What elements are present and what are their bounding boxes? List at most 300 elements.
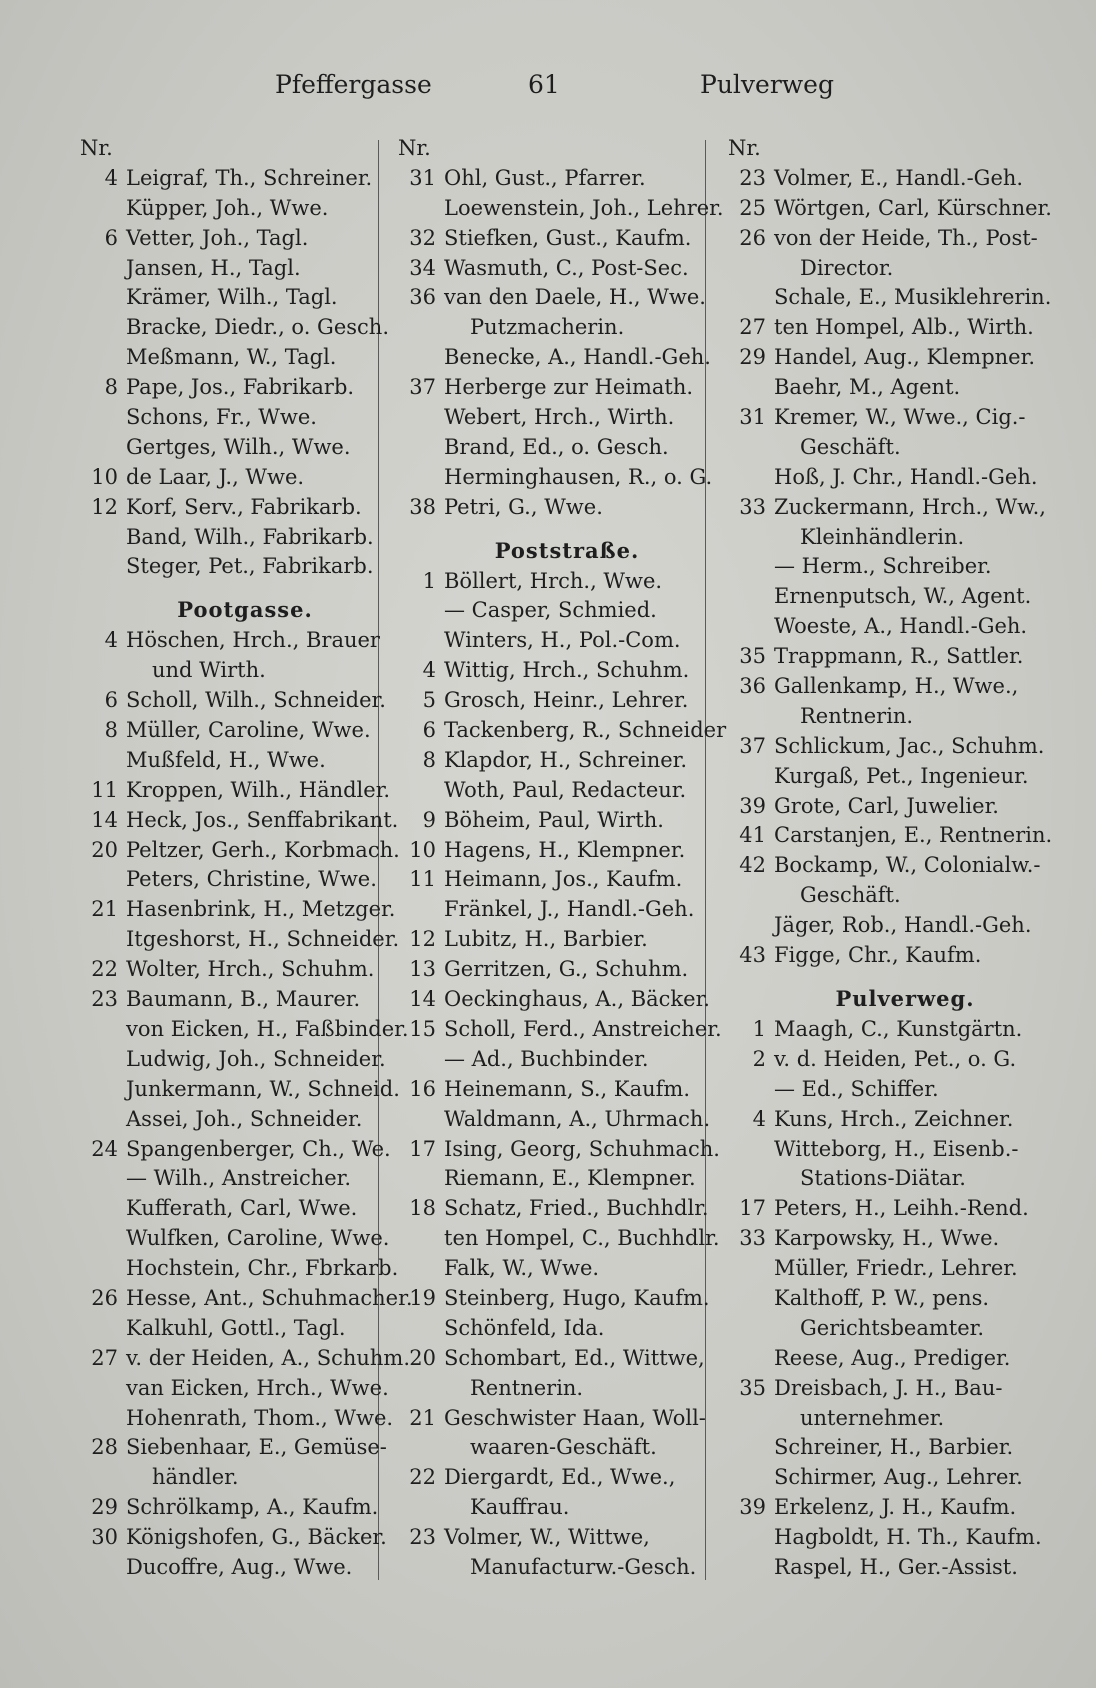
resident-text: Herminghausen, R., o. G. xyxy=(444,464,713,489)
directory-entry xyxy=(728,642,1052,672)
directory-entry xyxy=(728,463,1052,493)
house-number: 36 xyxy=(739,674,766,699)
house-number xyxy=(80,433,126,463)
house-number xyxy=(80,656,126,686)
directory-entry xyxy=(398,493,706,523)
house-number xyxy=(80,1164,126,1194)
directory-entry xyxy=(398,1463,706,1493)
resident-text: Ernenputsch, W., Agent. xyxy=(774,584,1032,609)
house-number xyxy=(728,1314,774,1344)
house-number xyxy=(728,523,774,553)
house-number xyxy=(398,343,444,373)
house-number: 27 xyxy=(91,1345,118,1370)
house-number xyxy=(80,552,126,582)
street-heading: Pootgasse. xyxy=(177,597,313,623)
number-column-label: Nr. xyxy=(398,136,431,160)
house-number: 31 xyxy=(409,165,436,190)
directory-entry xyxy=(728,792,1052,822)
resident-text: Assei, Joh., Schneider. xyxy=(126,1106,363,1131)
house-number: 33 xyxy=(739,494,766,519)
house-number xyxy=(80,1075,126,1105)
resident-text: Peters, H., Leihh.-Rend. xyxy=(774,1196,1029,1221)
house-number: 12 xyxy=(91,494,118,519)
resident-text: ten Hompel, Alb., Wirth. xyxy=(774,315,1034,340)
resident-text: Wulfken, Caroline, Wwe. xyxy=(126,1226,390,1251)
directory-entry xyxy=(80,254,380,284)
house-number xyxy=(398,1553,444,1583)
resident-text: Hesse, Ant., Schuhmacher. xyxy=(126,1285,413,1310)
house-number: 6 xyxy=(104,688,118,713)
directory-entry xyxy=(728,1284,1052,1314)
directory-entry xyxy=(398,1105,711,1135)
directory-entry xyxy=(80,925,400,955)
entry-continuation xyxy=(728,1164,1052,1194)
resident-text: Steger, Pet., Fabrikarb. xyxy=(126,554,374,579)
directory-entry xyxy=(728,552,1052,582)
house-number xyxy=(80,1314,126,1344)
resident-text: Woth, Paul, Redacteur. xyxy=(444,777,687,802)
directory-entry xyxy=(398,567,706,597)
directory-entry xyxy=(728,1433,1052,1463)
directory-entry xyxy=(398,1224,720,1254)
resident-text: Baehr, M., Agent. xyxy=(774,375,961,400)
directory-entry xyxy=(728,732,1052,762)
house-number xyxy=(80,1553,126,1583)
resident-text: Schönfeld, Ida. xyxy=(444,1315,605,1340)
resident-text: Spangenberger, Ch., We. xyxy=(126,1136,391,1161)
resident-text: Gertges, Wilh., Wwe. xyxy=(126,434,351,459)
directory-entry xyxy=(728,313,1052,343)
directory-entry xyxy=(80,806,399,836)
directory-entry xyxy=(398,596,706,626)
directory-entry xyxy=(398,433,706,463)
house-number xyxy=(398,1045,444,1075)
house-number: 8 xyxy=(422,747,436,772)
house-number xyxy=(80,194,126,224)
directory-entry xyxy=(398,1164,706,1194)
directory-entry xyxy=(80,836,400,866)
entry-continuation xyxy=(728,881,1052,911)
house-number xyxy=(80,865,126,895)
directory-entry xyxy=(728,1075,1052,1105)
house-number: 23 xyxy=(91,987,118,1012)
resident-text: Ducoffre, Aug., Wwe. xyxy=(126,1554,353,1579)
house-number xyxy=(728,762,774,792)
resident-text: Diergardt, Ed., Wwe., xyxy=(444,1465,676,1490)
directory-entry xyxy=(398,895,706,925)
house-number: 10 xyxy=(91,464,118,489)
directory-entry xyxy=(728,1463,1052,1493)
house-number: 4 xyxy=(422,658,436,683)
directory-entry xyxy=(80,1015,409,1045)
resident-text: Kalkuhl, Gottl., Tagl. xyxy=(126,1315,346,1340)
resident-text: Vetter, Joh., Tagl. xyxy=(126,225,309,250)
house-number: 22 xyxy=(91,957,118,982)
house-number xyxy=(80,523,126,553)
house-number: 5 xyxy=(422,688,436,713)
house-number: 30 xyxy=(91,1525,118,1550)
directory-entry xyxy=(80,1254,399,1284)
directory-entry xyxy=(728,224,1052,254)
resident-text: Scholl, Wilh., Schneider. xyxy=(126,688,386,713)
directory-entry xyxy=(398,776,706,806)
house-number: 32 xyxy=(409,225,436,250)
house-number xyxy=(728,1433,774,1463)
house-number: 43 xyxy=(739,943,766,968)
resident-text: Stations-Diätar. xyxy=(800,1166,966,1191)
house-number: 11 xyxy=(91,777,118,802)
house-number xyxy=(728,433,774,463)
directory-entry xyxy=(728,1105,1052,1135)
directory-entry xyxy=(80,164,380,194)
directory-entry xyxy=(728,612,1052,642)
resident-text: Hoß, J. Chr., Handl.-Geh. xyxy=(774,464,1038,489)
directory-entry xyxy=(80,224,380,254)
directory-entry xyxy=(398,164,706,194)
house-number: 35 xyxy=(739,644,766,669)
resident-text: von Eicken, H., Faßbinder. xyxy=(126,1016,409,1041)
resident-text: Manufacturw.-Gesch. xyxy=(470,1554,697,1579)
house-number: 10 xyxy=(409,837,436,862)
column-1 xyxy=(80,134,413,1583)
directory-entry xyxy=(398,1015,722,1045)
header-right-street: Pulverweg xyxy=(700,70,834,99)
resident-text: Geschäft. xyxy=(800,883,901,908)
resident-text: Falk, W., Wwe. xyxy=(444,1256,600,1281)
directory-entry xyxy=(398,925,706,955)
resident-text: Dreisbach, J. H., Bau- xyxy=(774,1375,1003,1400)
directory-entry xyxy=(80,1135,391,1165)
directory-entry xyxy=(728,941,1052,971)
resident-text: Grosch, Heinr., Lehrer. xyxy=(444,688,689,713)
directory-entry xyxy=(398,1254,706,1284)
house-number: 29 xyxy=(91,1495,118,1520)
directory-entry xyxy=(80,493,380,523)
resident-text: Volmer, W., Wittwe, xyxy=(444,1525,650,1550)
house-number xyxy=(728,552,774,582)
resident-text: Carstanjen, E., Rentnerin. xyxy=(774,823,1053,848)
resident-text: Hochstein, Chr., Fbrkarb. xyxy=(126,1256,399,1281)
directory-entry xyxy=(728,1493,1052,1523)
resident-text: waaren-Geschäft. xyxy=(470,1435,657,1460)
resident-text: Baumann, B., Maurer. xyxy=(126,987,361,1012)
resident-text: — Ed., Schiffer. xyxy=(774,1076,939,1101)
directory-entry xyxy=(80,1194,380,1224)
resident-text: Trappmann, R., Sattler. xyxy=(774,644,1024,669)
house-number xyxy=(80,925,126,955)
directory-entry xyxy=(398,1523,706,1553)
directory-entry xyxy=(80,776,391,806)
house-number: 11 xyxy=(409,867,436,892)
resident-text: Oeckinghaus, A., Bäcker. xyxy=(444,987,710,1012)
directory-entry xyxy=(80,1344,411,1374)
resident-text: Jansen, H., Tagl. xyxy=(126,255,301,280)
resident-text: Kalthoff, P. W., pens. xyxy=(774,1285,990,1310)
directory-entry xyxy=(728,1374,1052,1404)
resident-text: Ising, Georg, Schuhmach. xyxy=(444,1136,720,1161)
directory-entry xyxy=(728,343,1052,373)
resident-text: Wasmuth, C., Post-Sec. xyxy=(444,255,689,280)
directory-entry xyxy=(398,1404,706,1434)
column-3 xyxy=(728,134,1052,1583)
house-number: 27 xyxy=(739,315,766,340)
house-number xyxy=(80,313,126,343)
resident-text: Schlickum, Jac., Schuhm. xyxy=(774,733,1045,758)
resident-text: Geschäft. xyxy=(800,434,901,459)
house-number: 28 xyxy=(91,1435,118,1460)
directory-entry xyxy=(398,865,706,895)
resident-text: Maagh, C., Kunstgärtn. xyxy=(774,1016,1023,1041)
directory-entry xyxy=(398,1135,720,1165)
resident-text: Bracke, Diedr., o. Gesch. xyxy=(126,315,390,340)
house-number: 25 xyxy=(739,195,766,220)
house-number: 14 xyxy=(409,987,436,1012)
resident-text: Hasenbrink, H., Metzger. xyxy=(126,897,396,922)
resident-text: Königshofen, G., Bäcker. xyxy=(126,1525,387,1550)
resident-text: Junkermann, W., Schneid. xyxy=(126,1076,400,1101)
house-number xyxy=(398,1164,444,1194)
resident-text: Fränkel, J., Handl.-Geh. xyxy=(444,897,695,922)
resident-text: van den Daele, H., Wwe. xyxy=(444,285,706,310)
house-number xyxy=(80,1224,126,1254)
house-number: 21 xyxy=(409,1405,436,1430)
resident-text: Küpper, Joh., Wwe. xyxy=(126,195,329,220)
house-number: 24 xyxy=(91,1136,118,1161)
resident-text: Karpowsky, H., Wwe. xyxy=(774,1226,1000,1251)
number-column-label: Nr. xyxy=(80,136,113,160)
house-number xyxy=(398,1254,444,1284)
resident-text: Böheim, Paul, Wirth. xyxy=(444,807,664,832)
directory-entry xyxy=(398,746,706,776)
directory-entry xyxy=(80,1553,380,1583)
resident-text: Kauffrau. xyxy=(470,1495,570,1520)
resident-text: Riemann, E., Klempner. xyxy=(444,1166,696,1191)
resident-text: Band, Wilh., Fabrikarb. xyxy=(126,524,374,549)
directory-entry xyxy=(80,552,380,582)
resident-text: Mußfeld, H., Wwe. xyxy=(126,747,326,772)
directory-entry xyxy=(398,955,706,985)
house-number xyxy=(80,1374,126,1404)
resident-text: Peters, Christine, Wwe. xyxy=(126,867,377,892)
entry-continuation xyxy=(728,1404,1052,1434)
directory-entry xyxy=(398,985,710,1015)
house-number xyxy=(728,702,774,732)
entry-continuation xyxy=(398,1374,706,1404)
resident-text: Leigraf, Th., Schreiner. xyxy=(126,165,373,190)
resident-text: Benecke, A., Handl.-Geh. xyxy=(444,345,711,370)
house-number: 15 xyxy=(409,1016,436,1041)
house-number xyxy=(728,1523,774,1553)
house-number xyxy=(398,1224,444,1254)
resident-text: Reese, Aug., Prediger. xyxy=(774,1345,1011,1370)
directory-entry xyxy=(80,433,380,463)
directory-entry xyxy=(80,716,380,746)
resident-text: Müller, Friedr., Lehrer. xyxy=(774,1256,1018,1281)
resident-text: Stiefken, Gust., Kaufm. xyxy=(444,225,692,250)
resident-text: Schale, E., Musiklehrerin. xyxy=(774,285,1052,310)
resident-text: Witteborg, H., Eisenb.- xyxy=(774,1136,1019,1161)
directory-entry xyxy=(80,1404,394,1434)
resident-text: — Ad., Buchbinder. xyxy=(444,1046,649,1071)
house-number: 19 xyxy=(409,1285,436,1310)
resident-text: Raspel, H., Ger.-Assist. xyxy=(774,1554,1018,1579)
house-number xyxy=(728,373,774,403)
house-number xyxy=(398,313,444,343)
directory-entry xyxy=(398,686,706,716)
directory-entry xyxy=(728,1553,1052,1583)
directory-entry xyxy=(728,1224,1052,1254)
column-2 xyxy=(398,134,727,1583)
directory-entry xyxy=(728,1015,1052,1045)
resident-text: Klapdor, H., Schreiner. xyxy=(444,747,688,772)
resident-text: Gallenkamp, H., Wwe., xyxy=(774,674,1019,699)
entry-continuation xyxy=(398,1433,706,1463)
house-number: 22 xyxy=(409,1465,436,1490)
house-number xyxy=(728,1254,774,1284)
directory-entry xyxy=(80,313,390,343)
resident-text: Heimann, Jos., Kaufm. xyxy=(444,867,683,892)
resident-text: Kremer, W., Wwe., Cig.- xyxy=(774,405,1026,430)
directory-entry xyxy=(398,836,706,866)
number-column-label: Nr. xyxy=(728,136,761,160)
resident-text: Petri, G., Wwe. xyxy=(444,494,603,519)
directory-entry xyxy=(80,1075,400,1105)
resident-text: Schombart, Ed., Wittwe, xyxy=(444,1345,705,1370)
resident-text: Rentnerin. xyxy=(800,703,914,728)
house-number: 1 xyxy=(752,1016,766,1041)
directory-entry xyxy=(398,224,706,254)
house-number xyxy=(398,194,444,224)
house-number xyxy=(398,626,444,656)
directory-entry xyxy=(728,164,1052,194)
resident-text: Wörtgen, Carl, Kürschner. xyxy=(774,195,1052,220)
house-number: 4 xyxy=(752,1106,766,1131)
resident-text: — Herm., Schreiber. xyxy=(774,554,992,579)
house-number: 37 xyxy=(409,375,436,400)
directory-entry xyxy=(80,895,396,925)
directory-entry xyxy=(80,403,380,433)
entry-continuation xyxy=(80,656,380,686)
house-number xyxy=(398,596,444,626)
resident-text: Brand, Ed., o. Gesch. xyxy=(444,434,669,459)
resident-text: Kuns, Hrch., Zeichner. xyxy=(774,1106,1014,1131)
resident-text: Höschen, Hrch., Brauer xyxy=(126,628,380,653)
resident-text: Heinemann, S., Kaufm. xyxy=(444,1076,691,1101)
directory-entry xyxy=(80,1105,380,1135)
directory-entry xyxy=(80,985,380,1015)
directory-entry xyxy=(398,626,706,656)
directory-entry xyxy=(80,1523,387,1553)
resident-text: Meßmann, W., Tagl. xyxy=(126,345,337,370)
house-number: 17 xyxy=(409,1136,436,1161)
resident-text: Erkelenz, J. H., Kaufm. xyxy=(774,1495,1017,1520)
entry-continuation xyxy=(80,1463,380,1493)
resident-text: Itgeshorst, H., Schneider. xyxy=(126,927,400,952)
resident-text: Kufferath, Carl, Wwe. xyxy=(126,1196,358,1221)
resident-text: Schrölkamp, A., Kaufm. xyxy=(126,1495,379,1520)
directory-entry xyxy=(728,373,1052,403)
resident-text: van Eicken, Hrch., Wwe. xyxy=(126,1375,389,1400)
page-header xyxy=(0,70,1096,110)
house-number: 2 xyxy=(752,1046,766,1071)
resident-text: Rentnerin. xyxy=(470,1375,584,1400)
house-number: 23 xyxy=(409,1525,436,1550)
house-number xyxy=(728,1164,774,1194)
directory-entry xyxy=(728,582,1052,612)
resident-text: Director. xyxy=(800,255,894,280)
house-number: 39 xyxy=(739,793,766,818)
directory-entry xyxy=(80,865,380,895)
house-number: 1 xyxy=(422,568,436,593)
house-number xyxy=(728,1135,774,1165)
street-heading: Pulverweg. xyxy=(835,985,975,1011)
house-number: 13 xyxy=(409,957,436,982)
resident-text: Woeste, A., Handl.-Geh. xyxy=(774,614,1028,639)
entry-continuation xyxy=(728,254,1052,284)
directory-entry xyxy=(80,1284,413,1314)
house-number: 38 xyxy=(409,494,436,519)
resident-text: Schons, Fr., Wwe. xyxy=(126,405,317,430)
resident-text: Zuckermann, Hrch., Ww., xyxy=(774,494,1046,519)
directory-entry xyxy=(80,523,380,553)
directory-entry xyxy=(80,746,380,776)
directory-entry xyxy=(728,1194,1052,1224)
house-number xyxy=(80,254,126,284)
house-number: 29 xyxy=(739,345,766,370)
directory-entry xyxy=(398,373,706,403)
resident-text: de Laar, J., Wwe. xyxy=(126,464,305,489)
resident-text: Siebenhaar, E., Gemüse- xyxy=(126,1435,387,1460)
house-number xyxy=(728,881,774,911)
directory-entry xyxy=(398,194,724,224)
resident-text: Grote, Carl, Juwelier. xyxy=(774,793,999,818)
resident-text: Loewenstein, Joh., Lehrer. xyxy=(444,195,724,220)
entry-continuation xyxy=(728,1314,1052,1344)
entry-continuation xyxy=(728,702,1052,732)
house-number xyxy=(398,1433,444,1463)
house-number: 37 xyxy=(739,733,766,758)
directory-entry xyxy=(80,194,380,224)
house-number xyxy=(398,1374,444,1404)
resident-text: v. d. Heiden, Pet., o. G. xyxy=(774,1046,1017,1071)
resident-text: Volmer, E., Handl.-Geh. xyxy=(774,165,1024,190)
house-number: 6 xyxy=(104,225,118,250)
house-number xyxy=(80,343,126,373)
directory-entry xyxy=(728,1254,1052,1284)
resident-text: Jäger, Rob., Handl.-Geh. xyxy=(774,913,1032,938)
directory-entry xyxy=(80,1224,390,1254)
resident-text: Heck, Jos., Senffabrikant. xyxy=(126,807,399,832)
house-number xyxy=(398,1105,444,1135)
house-number: 8 xyxy=(104,375,118,400)
house-number xyxy=(80,1105,126,1135)
directory-entry xyxy=(398,1344,706,1374)
house-number xyxy=(80,1254,126,1284)
resident-text: von der Heide, Th., Post- xyxy=(774,225,1038,250)
resident-text: Pape, Jos., Fabrikarb. xyxy=(126,375,355,400)
entry-continuation xyxy=(398,1493,706,1523)
resident-text: — Casper, Schmied. xyxy=(444,598,657,623)
directory-entry xyxy=(398,343,711,373)
house-number xyxy=(80,1015,126,1045)
resident-text: Müller, Caroline, Wwe. xyxy=(126,718,371,743)
header-left-street: Pfeffergasse xyxy=(275,70,432,99)
directory-entry xyxy=(80,1314,380,1344)
resident-text: händler. xyxy=(152,1465,239,1490)
resident-text: Ohl, Gust., Pfarrer. xyxy=(444,165,646,190)
house-number xyxy=(728,1404,774,1434)
entry-continuation xyxy=(398,1553,706,1583)
